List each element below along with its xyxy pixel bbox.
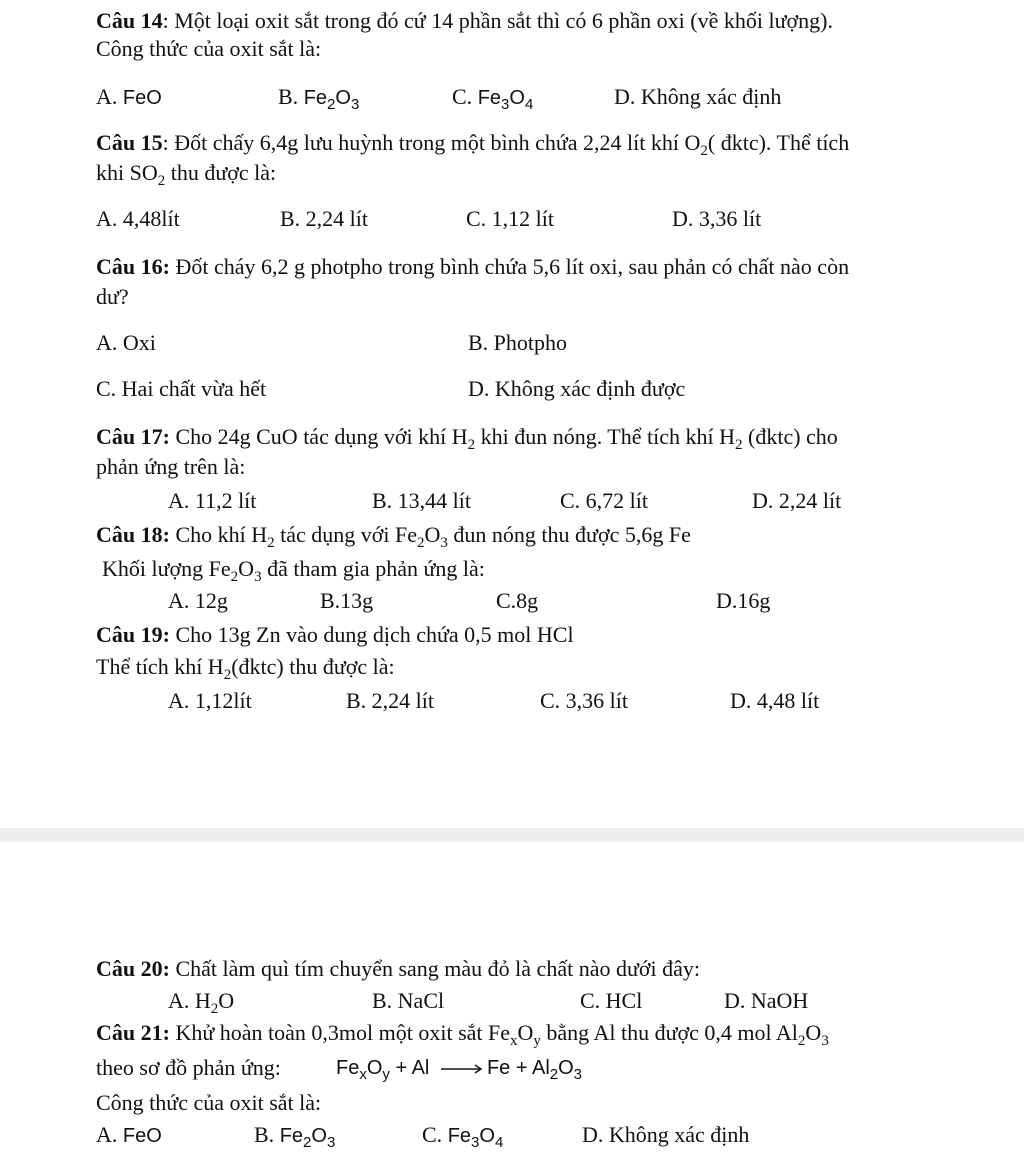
q17-option-b: B. 13,44 lít <box>372 488 472 513</box>
q16-option-d: D. Không xác định được <box>468 376 686 401</box>
q18-option-c: C.8g <box>496 588 539 613</box>
q17-line1: Câu 17: Cho 24g CuO tác dụng với khí $H_2$ khi đun nóng. Thể tích khí $H_2$ (đktc) cho <box>96 424 838 453</box>
q15-option-d: D. 3,36 lít <box>672 206 762 231</box>
q19-option-b: B. 2,24 lít <box>346 688 435 713</box>
q19-line1: Câu 19: Cho 13g Zn vào dung dịch chứa 0,5 mol HCl <box>96 622 574 647</box>
q20-option-b: B. NaCl <box>372 988 445 1013</box>
q16-option-b: B. Photpho <box>468 330 568 355</box>
q21-option-a: A. FeO <box>96 1122 162 1147</box>
q14-option-b: B. $Fe_2O_3$ <box>278 84 360 113</box>
q15-option-a: A. 4,48lít <box>96 206 180 231</box>
q18-option-d: D.16g <box>716 588 771 613</box>
q18-option-b: B.13g <box>320 588 374 613</box>
q18-option-a: A. 12g <box>168 588 228 613</box>
q16-line1: Câu 16: Đốt cháy 6,2 g photpho trong bình chứa 5,6 lít oxi, sau phản có chất nào còn <box>96 254 850 279</box>
q21-line2: theo sơ đồ phản ứng: $Fe_xO_y + Al$ $Fe + Al_2O_3$ <box>96 1055 583 1083</box>
q17-option-c: C. 6,72 lít <box>560 488 649 513</box>
q19-option-a: A. 1,12lít <box>168 688 252 713</box>
q14-option-c: C. $Fe_3O_4$ <box>452 84 534 113</box>
q15-line1: Câu 15: Đốt chấy 6,4g lưu huỳnh trong một bình chứa 2,24 lít khí $O_2$( đktc). Thể tích <box>96 130 850 159</box>
q16-option-a: A. Oxi <box>96 330 156 355</box>
reaction-equation: $Fe_xO_y + Al$ $Fe + Al_2O_3$ <box>336 1057 583 1083</box>
q18-line1: Câu 18: Cho khí $H_2$ tác dụng với $Fe_2O_3$ đun nóng thu được 5,6g Fe <box>96 522 691 551</box>
q17-option-a: A. 11,2 lít <box>168 488 257 513</box>
q21-line3: Công thức của oxit sắt là: <box>96 1090 322 1115</box>
q19-option-c: C. 3,36 lít <box>540 688 629 713</box>
q20-option-d: D. NaOH <box>724 988 809 1013</box>
q21-option-b: B. $Fe_2O_3$ <box>254 1122 336 1151</box>
q21-option-c: C. $Fe_3O_4$ <box>422 1122 504 1151</box>
q14-line2: Công thức của oxit sắt là: <box>96 36 322 61</box>
q14-option-d: D. Không xác định <box>614 84 782 109</box>
q21-line1: Câu 21: Khử hoàn toàn 0,3mol một oxit sắt $Fe_xO_y$ bằng Al thu được 0,4 mol $Al_2O_3$ <box>96 1020 829 1049</box>
q14-line1 <box>96 8 833 34</box>
q20-option-c: C. HCl <box>580 988 643 1013</box>
q21-option-d: D. Không xác định <box>582 1122 750 1147</box>
q15-option-b: B. 2,24 lít <box>280 206 369 231</box>
q14-text: : Một loại oxit sắt trong đó cứ 14 phần sắt thì có 6 phần oxi (về khối lượng). <box>162 8 833 33</box>
q20-option-a: A. $H_2O$ <box>168 988 235 1017</box>
q20-line1: Câu 20: Chất làm quì tím chuyển sang màu đỏ là chất nào dưới đây: <box>96 956 701 981</box>
q16-line2: dư? <box>96 284 129 309</box>
reaction-arrow-icon <box>435 1055 487 1081</box>
q19-option-d: D. 4,48 lít <box>730 688 820 713</box>
page-separator <box>0 828 1024 842</box>
q15-line2: khi $SO_2$ thu được là: <box>96 160 277 189</box>
q15-option-c: C. 1,12 lít <box>466 206 555 231</box>
q14-label: Câu 14 <box>96 8 163 33</box>
q17-option-d: D. 2,24 lít <box>752 488 842 513</box>
q16-option-c: C. Hai chất vừa hết <box>96 376 267 401</box>
q19-line2: Thể tích khí $H_2(đktc)$ thu được là: <box>96 654 395 683</box>
q18-line2: Khối lượng $Fe_2O_3$ đã tham gia phản ứng là: <box>102 556 485 585</box>
q17-line2: phản ứng trên là: <box>96 454 246 479</box>
q14-option-a: A. FeO <box>96 84 162 109</box>
